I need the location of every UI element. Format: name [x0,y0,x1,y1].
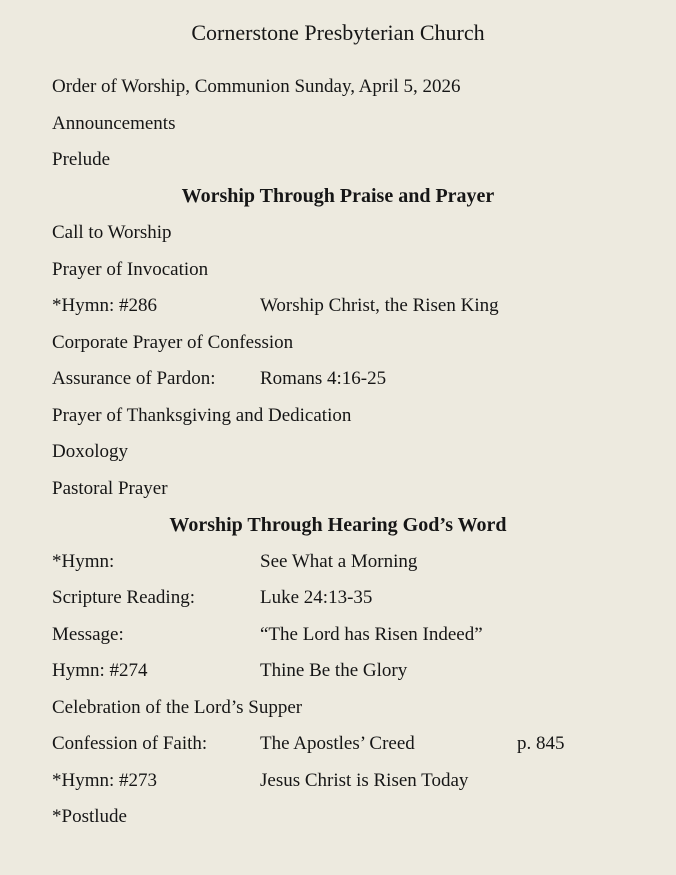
line-text: Doxology [52,441,128,463]
page-title: Cornerstone Presbyterian Church [191,20,485,45]
item-label: *Hymn: [52,550,115,572]
section-heading-hearing-gods-word [0,507,676,544]
line-text: *Postlude [52,806,127,828]
order-line-pastoral-prayer [0,471,676,508]
order-line-hymn-273 [0,763,676,800]
item-label: Hymn: #274 [52,660,148,682]
line-text: Prelude [52,149,111,171]
item-label: *Hymn: #286 [52,295,158,317]
item-label: Confession of Faith: [52,733,208,755]
order-line-confession-of-faith [0,726,676,763]
order-line-postlude [0,799,676,836]
order-line-message [0,617,676,654]
section-heading-text: Worship Through Hearing God’s Word [169,513,507,536]
item-label: Scripture Reading: [52,587,195,609]
order-line-announcements [0,106,676,143]
order-line-call-to-worship [0,215,676,252]
order-line-corporate-prayer [0,325,676,362]
line-text: Prayer of Invocation [52,258,209,280]
line-text: Call to Worship [52,222,172,244]
item-detail: “The Lord has Risen Indeed” [260,623,483,645]
item-detail: Worship Christ, the Risen King [260,295,499,317]
line-text: Celebration of the Lord’s Supper [52,696,303,718]
section-heading-text: Worship Through Praise and Prayer [181,185,495,208]
line-text: Order of Worship, Communion Sunday, April 5, 2026 [52,76,461,98]
item-detail: The Apostles’ Creed [260,733,415,755]
order-line-doxology [0,434,676,471]
order-line-prelude [0,142,676,179]
order-line-date [0,69,676,106]
item-detail: Romans 4:16-25 [260,368,387,390]
order-line-hymn-see-what-a-morning [0,544,676,581]
order-line-scripture-reading [0,580,676,617]
item-label: Message: [52,623,124,645]
item-detail: See What a Morning [260,550,418,572]
item-detail: Thine Be the Glory [260,660,408,682]
line-text: Pastoral Prayer [52,477,168,499]
order-of-worship-list [0,69,676,836]
page-reference: p. 845 [517,733,565,755]
order-line-hymn-286 [0,288,676,325]
line-text: Corporate Prayer of Confession [52,331,294,353]
line-text: Prayer of Thanksgiving and Dedication [52,404,352,426]
line-text: Announcements [52,112,176,134]
order-line-prayer-of-invocation [0,252,676,289]
item-detail: Luke 24:13-35 [260,587,373,609]
order-line-hymn-274 [0,653,676,690]
item-label: Assurance of Pardon: [52,368,216,390]
order-line-assurance-of-pardon [0,361,676,398]
order-line-lords-supper [0,690,676,727]
order-line-prayer-of-thanksgiving [0,398,676,435]
section-heading-praise-and-prayer [0,179,676,216]
item-label: *Hymn: #273 [52,769,158,791]
item-detail: Jesus Christ is Risen Today [260,769,469,791]
